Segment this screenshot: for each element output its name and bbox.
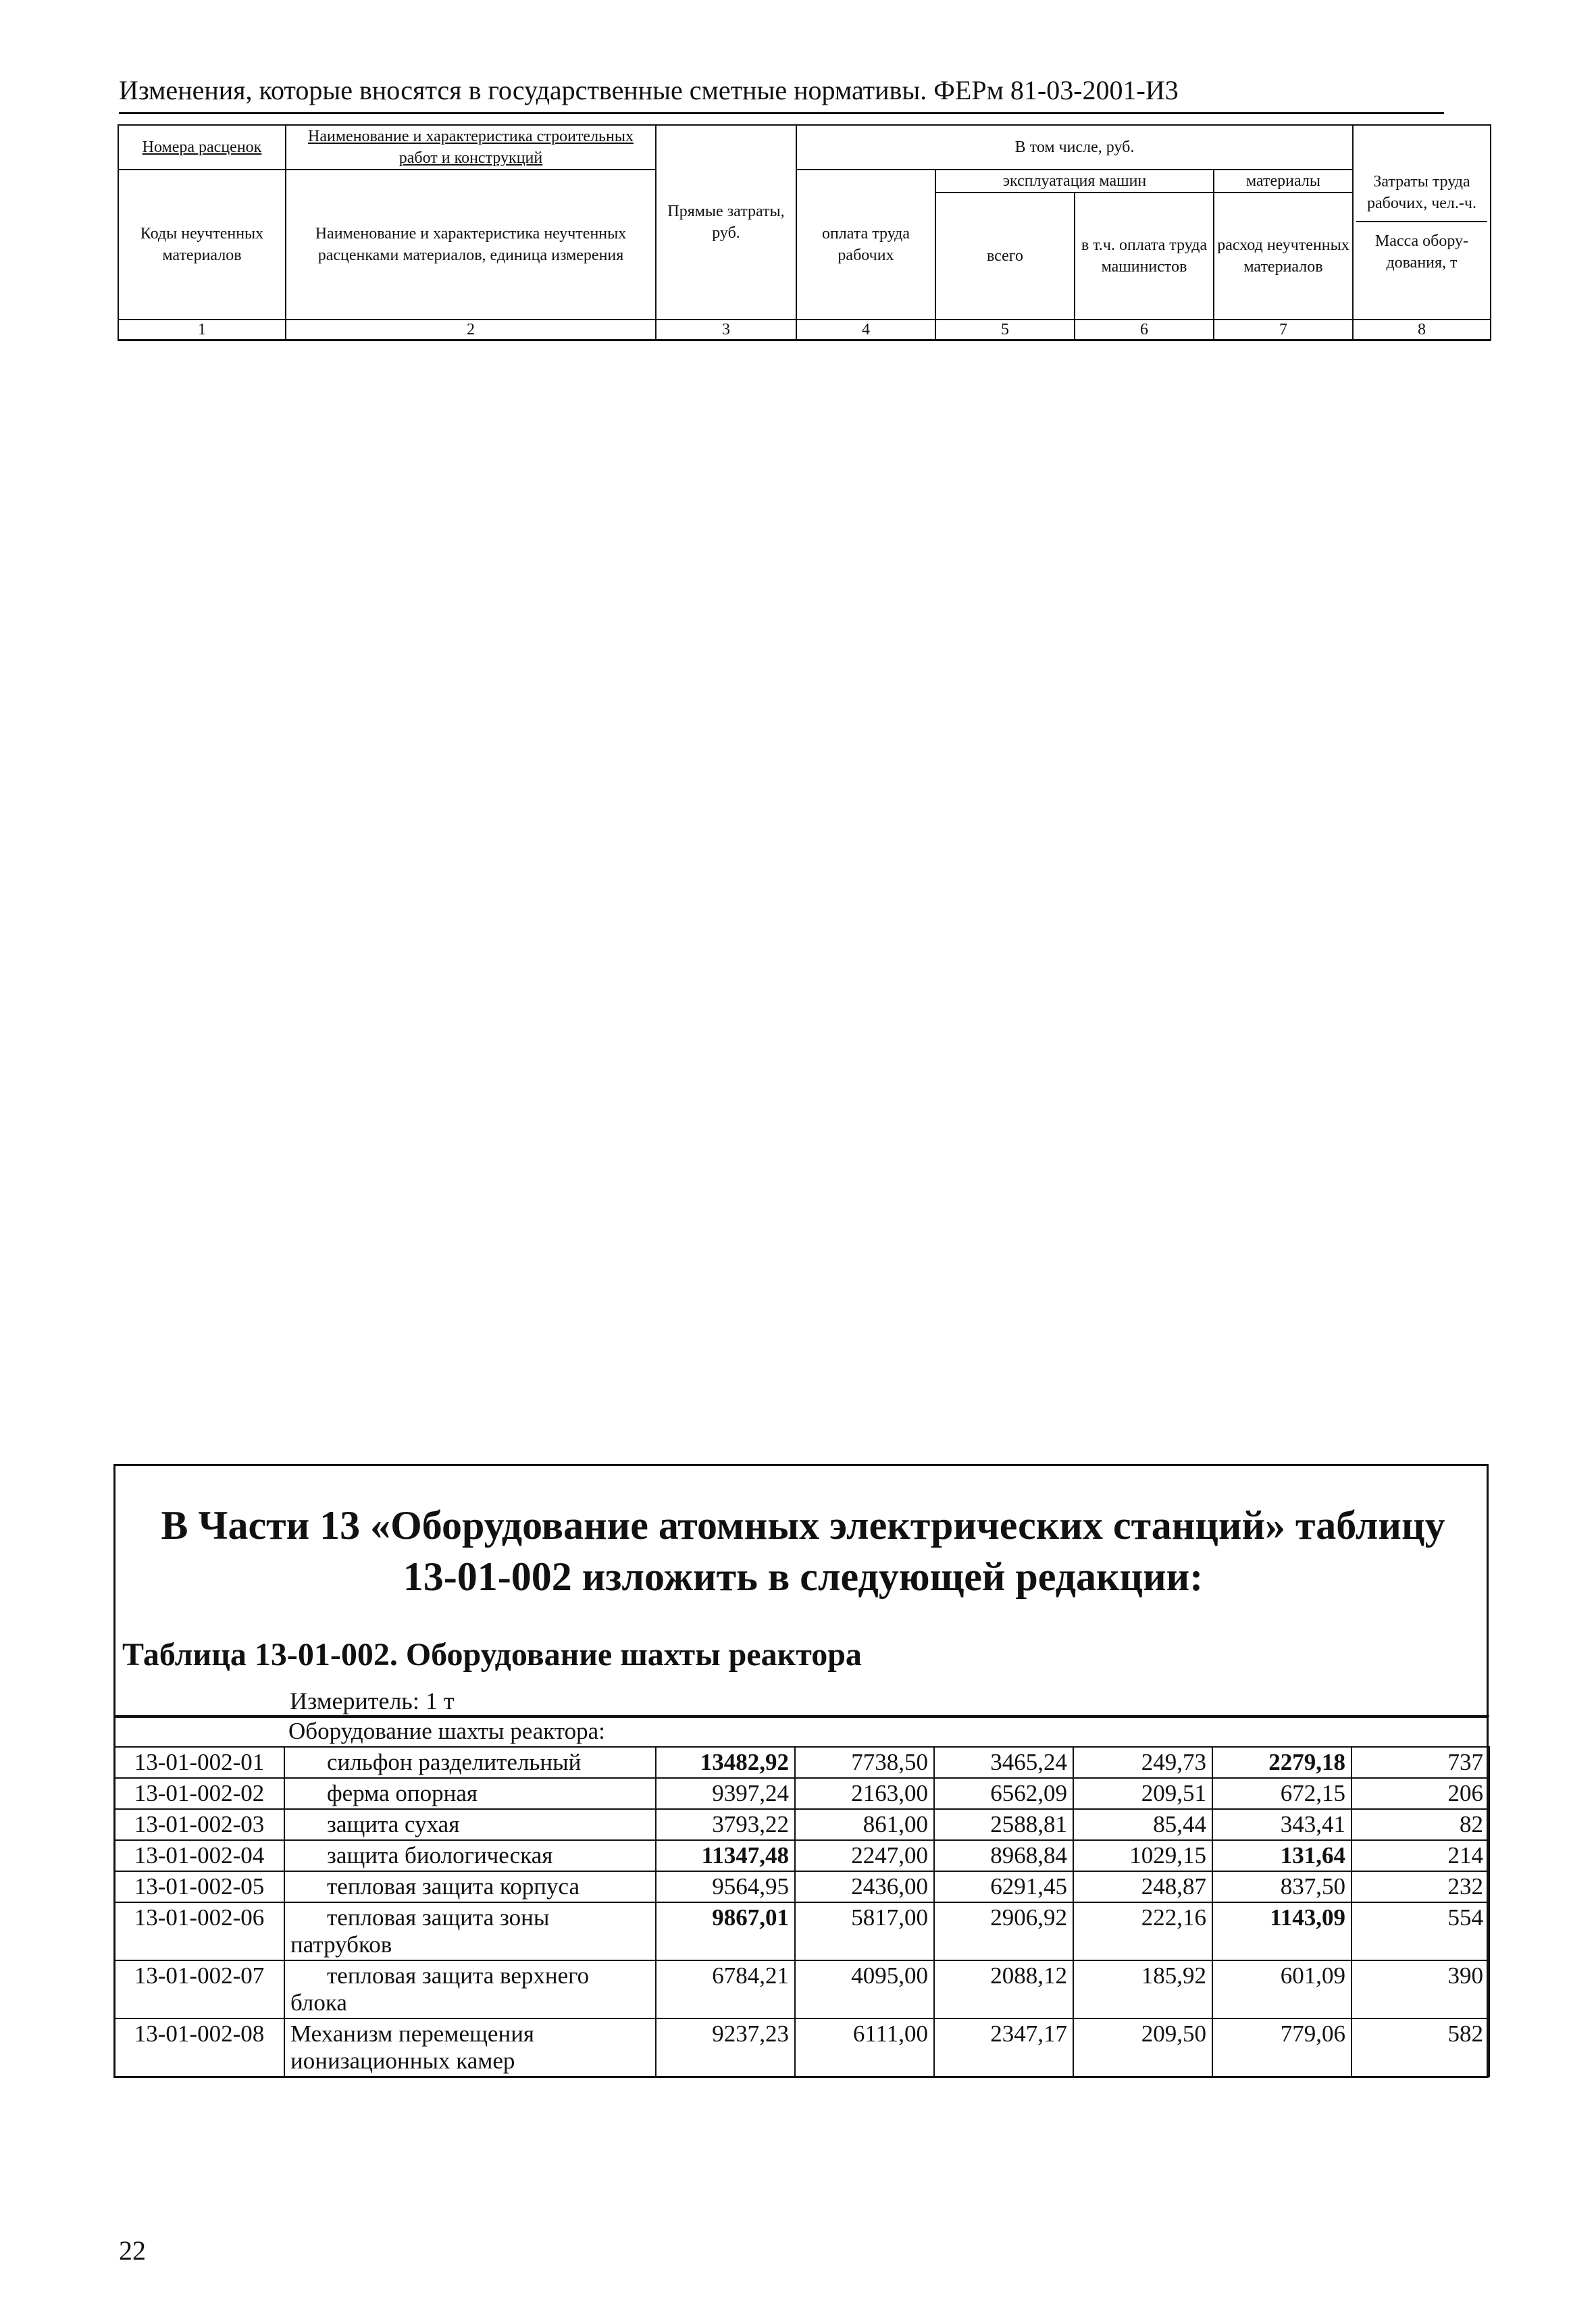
rate-name: защита биологическая [284,1840,656,1871]
labor-cost: 2436,00 [795,1871,934,1902]
material-cost: 601,09 [1212,1960,1352,2018]
machine-cost: 3465,24 [934,1747,1073,1778]
header-col2-bottom: Наименование и характеристика неучтенных расценками материалов, единица измерения [286,170,656,320]
rate-name: ферма опорная [284,1778,656,1809]
direct-cost: 9867,01 [656,1902,795,1960]
material-cost: 343,41 [1212,1809,1352,1840]
rate-code: 13-01-002-02 [114,1778,284,1809]
header-col1-bottom: Коды неучтенных материалов [118,170,286,320]
material-cost: 779,06 [1212,2018,1352,2077]
amendment-title: В Части 13 «Оборудование атомных электрических станций» таблицу 13-01-002 изложить в следующей редакции: [161,1503,1445,1599]
header-number-7: 7 [1214,320,1353,340]
labor-hours: 737 [1352,1747,1489,1778]
table-row [114,1840,1489,1871]
material-cost: 1143,09 [1212,1902,1352,1960]
machine-cost: 2088,12 [934,1960,1073,2018]
direct-cost: 3793,22 [656,1809,795,1840]
labor-hours: 82 [1352,1809,1489,1840]
labor-cost: 4095,00 [795,1960,934,2018]
table-title: Таблица 13-01-002. Оборудование шахты реактора [122,1637,862,1673]
machine-cost: 6291,45 [934,1871,1073,1902]
machine-cost: 2588,81 [934,1809,1073,1840]
header-number-2: 2 [286,320,656,340]
table-row [114,1960,1489,2018]
table-row [114,1871,1489,1902]
direct-cost: 9564,95 [656,1871,795,1902]
labor-cost: 7738,50 [795,1747,934,1778]
header-number-4: 4 [796,320,935,340]
table-row [114,1902,1489,1960]
unit-label: Измеритель: 1 т [290,1687,455,1714]
header-number-6: 6 [1075,320,1214,340]
header-col2-top: Наименование и характеристика строительных работ и конструкций [286,125,656,170]
header-number-3: 3 [656,320,796,340]
rate-name: тепловая защита верхнего блока [284,1960,656,2018]
direct-cost: 11347,48 [656,1840,795,1871]
machine-cost: 6562,09 [934,1778,1073,1809]
rate-code: 13-01-002-07 [114,1960,284,2018]
header-col8-top: Затраты труда рабочих, чел.-ч. [1367,173,1476,212]
direct-cost: 13482,92 [656,1747,795,1778]
labor-cost: 861,00 [795,1809,934,1840]
table-row [114,1809,1489,1840]
header-col1-top: Номера расценок [118,125,286,170]
material-cost: 2279,18 [1212,1747,1352,1778]
rate-code: 13-01-002-01 [114,1747,284,1778]
labor-hours: 232 [1352,1871,1489,1902]
rate-code: 13-01-002-04 [114,1840,284,1871]
machinist-cost: 249,73 [1073,1747,1212,1778]
column-header-table [118,124,1491,341]
machinist-cost: 209,51 [1073,1778,1212,1809]
labor-hours: 206 [1352,1778,1489,1809]
material-cost: 672,15 [1212,1778,1352,1809]
labor-cost: 2163,00 [795,1778,934,1809]
rate-name: тепловая защита зоны патрубков [284,1902,656,1960]
rates-table [113,1715,1490,2077]
header-col3: Прямые затраты, руб. [656,125,796,320]
labor-cost: 2247,00 [795,1840,934,1871]
header-group-machines: эксплуатация машин [935,170,1214,193]
machinist-cost: 209,50 [1073,2018,1212,2077]
material-cost: 837,50 [1212,1871,1352,1902]
section-label: Оборудование шахты реактора: [114,1716,1489,1747]
rate-code: 13-01-002-08 [114,2018,284,2077]
machine-cost: 8968,84 [934,1840,1073,1871]
header-col5: всего [935,193,1075,320]
material-cost: 131,64 [1212,1840,1352,1871]
machinist-cost: 222,16 [1073,1902,1212,1960]
page-number: 22 [119,2235,146,2266]
header-col8 [1353,125,1491,320]
rate-code: 13-01-002-05 [114,1871,284,1902]
table-row [114,2018,1489,2077]
direct-cost: 6784,21 [656,1960,795,2018]
rate-name: сильфон разделительный [284,1747,656,1778]
header-number-8: 8 [1353,320,1491,340]
machinist-cost: 185,92 [1073,1960,1212,2018]
labor-cost: 5817,00 [795,1902,934,1960]
rate-name: Механизм перемещения ионизационных камер [284,2018,656,2077]
header-group-materials: материалы [1214,170,1353,193]
header-col4: оплата труда рабочих [796,170,935,320]
machinist-cost: 85,44 [1073,1809,1212,1840]
labor-hours: 214 [1352,1840,1489,1871]
labor-hours: 390 [1352,1960,1489,2018]
labor-hours: 554 [1352,1902,1489,1960]
rate-code: 13-01-002-06 [114,1902,284,1960]
labor-hours: 582 [1352,2018,1489,2077]
header-col8-bottom: Масса обору-дования, т [1374,232,1469,272]
table-row [114,1747,1489,1778]
machine-cost: 2347,17 [934,2018,1073,2077]
header-group-including: В том числе, руб. [796,125,1353,170]
machinist-cost: 248,87 [1073,1871,1212,1902]
header-col7: расход неучтенных материалов [1214,193,1353,320]
rate-name: защита сухая [284,1809,656,1840]
rate-code: 13-01-002-03 [114,1809,284,1840]
machinist-cost: 1029,15 [1073,1840,1212,1871]
header-number-1: 1 [118,320,286,340]
direct-cost: 9397,24 [656,1778,795,1809]
header-number-5: 5 [935,320,1075,340]
header-col6: в т.ч. оплата труда машинистов [1075,193,1214,320]
running-head: Изменения, которые вносятся в государственные сметные нормативы. ФЕРм 81-03-2001-И3 [119,73,1444,114]
rate-name: тепловая защита корпуса [284,1871,656,1902]
machine-cost: 2906,92 [934,1902,1073,1960]
table-row [114,1778,1489,1809]
labor-cost: 6111,00 [795,2018,934,2077]
direct-cost: 9237,23 [656,2018,795,2077]
